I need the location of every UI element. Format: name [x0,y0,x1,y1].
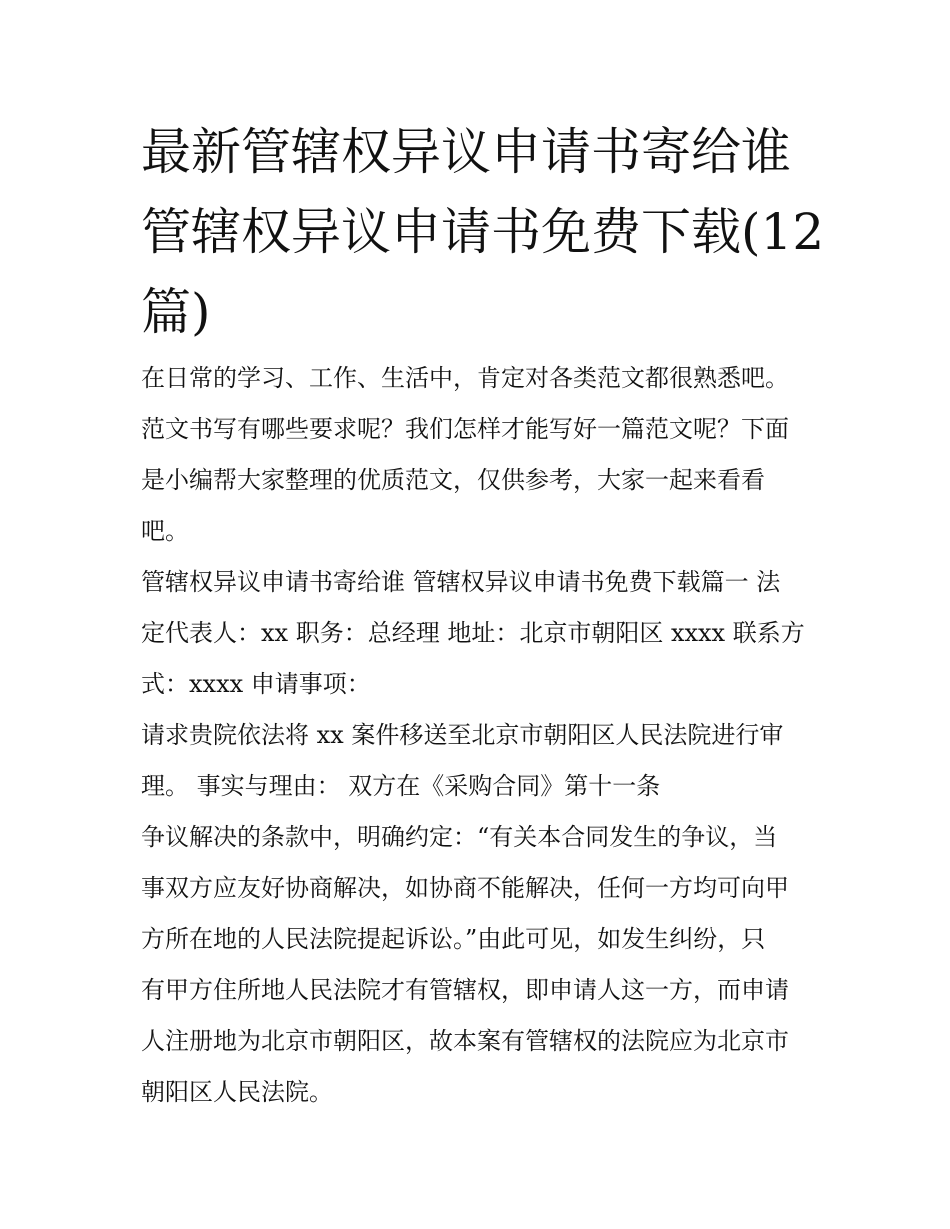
text-line: 是小编帮大家整理的优质范文，仅供参考，大家一起来看看 [141,466,765,494]
paragraph-request [141,710,821,812]
text-line: 范文书写有哪些要求呢？我们怎样才能写好一篇范文呢？下面 [141,415,789,443]
paragraph-representative [141,557,821,710]
document-body [141,353,821,1118]
text-line: 事双方应友好协商解决，如协商不能解决，任何一方均可向甲 [141,874,789,902]
text-line: 方所在地的人民法院提起诉讼。”由此可见，如发生纠纷，只 [141,925,766,953]
text-line: 在日常的学习、工作、生活中，肯定对各类范文都很熟悉吧。 [141,364,789,392]
text-line: 定代表人：xx 职务：总经理 地址：北京市朝阳区 xxxx 联系方 [141,619,805,647]
text-line: 争议解决的条款中，明确约定：“有关本合同发生的争议，当 [141,823,778,851]
title-line: 篇) [141,283,211,341]
title-line: 最新管辖权异议申请书寄给谁 [141,123,791,181]
text-line: 理。 事实与理由： 双方在《采购合同》第十一条 [141,772,661,800]
text-line: 请求贵院依法将 xx 案件移送至北京市朝阳区人民法院进行审 [141,721,784,749]
title-line: 管辖权异议申请书免费下载(12 [141,203,825,261]
paragraph-intro [141,353,821,557]
text-line: 有甲方住所地人民法院才有管辖权，即申请人这一方，而申请 [141,976,789,1004]
text-line: 管辖权异议申请书寄给谁 管辖权异议申请书免费下载篇一 法 [141,568,781,596]
text-line: 式：xxxx 申请事项： [141,670,371,698]
text-line: 朝阳区人民法院。 [141,1078,333,1106]
document-title [141,112,825,352]
text-line: 人注册地为北京市朝阳区，故本案有管辖权的法院应为北京市 [141,1027,789,1055]
paragraph-reasons [141,812,821,1118]
text-line: 吧。 [141,517,189,545]
